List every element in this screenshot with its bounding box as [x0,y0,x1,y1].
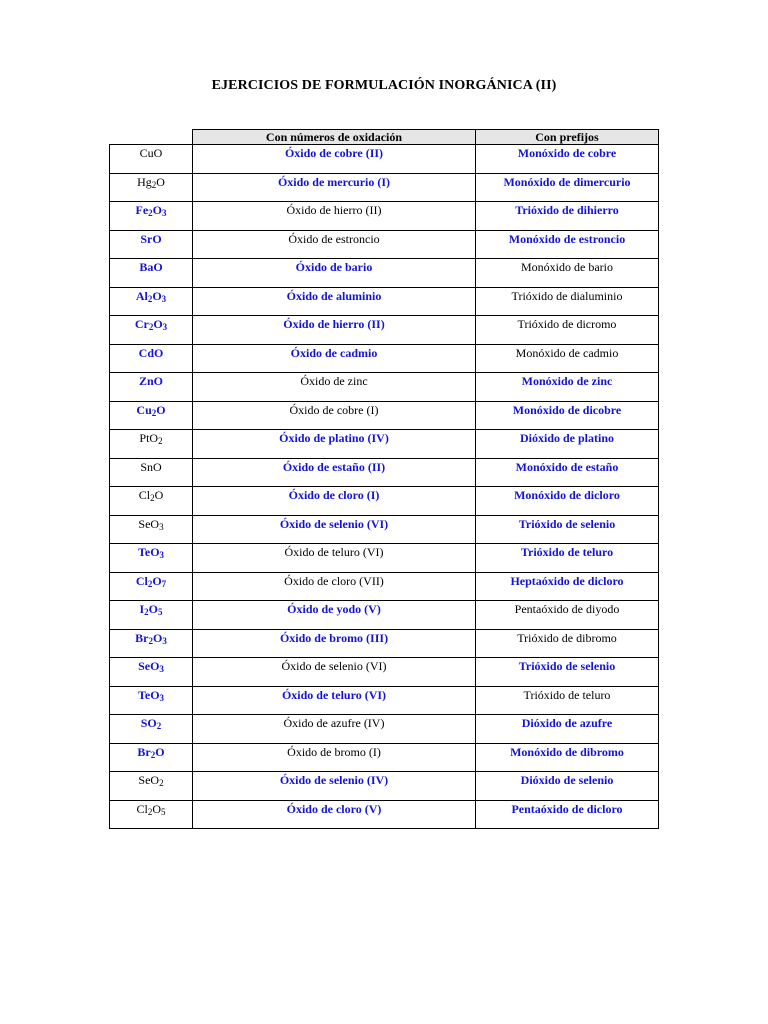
element-symbol: Cu [136,402,152,417]
header-blank-cell [110,130,193,145]
subscript: 2 [150,749,156,760]
subscript: 2 [150,493,155,503]
subscript: 2 [151,407,157,418]
prefix-name-cell: Trióxido de teluro [476,686,659,715]
element-symbol: Se [138,773,151,787]
element-symbol: O [153,260,163,274]
header-prefixes: Con prefijos [476,130,659,145]
subscript: 3 [159,550,165,560]
formula-cell [110,316,193,345]
oxidation-name-cell: Óxido de selenio (VI) [193,515,476,544]
oxidation-name-cell: Óxido de mercurio (I) [193,173,476,202]
formula-cell [110,515,193,544]
prefix-name-cell: Monóxido de dibromo [476,743,659,772]
table-row [110,173,659,202]
element-symbol: O [153,374,164,388]
prefix-name-cell: Trióxido de dialuminio [476,287,659,316]
element-symbol: Ba [139,260,154,274]
subscript: 3 [161,293,167,304]
subscript: 3 [162,635,167,646]
prefix-name-cell: Monóxido de dimercurio [476,173,659,202]
formula-cell [110,287,193,316]
prefix-name-cell: Trióxido de dihierro [476,202,659,231]
element-symbol: O [149,431,159,445]
element-symbol: Cl [136,801,148,816]
oxidation-name-cell: Óxido de hierro (II) [193,202,476,231]
element-symbol: O [150,773,160,787]
oxidation-name-cell: Óxido de bromo (III) [193,629,476,658]
subscript: 3 [159,692,165,703]
formula-cell [110,743,193,772]
oxidation-name-cell: Óxido de estaño (II) [193,458,476,487]
subscript: 3 [162,208,167,218]
prefix-name-cell: Dióxido de selenio [476,772,659,801]
oxidation-name-cell: Óxido de bromo (I) [193,743,476,772]
table-row [110,430,659,459]
element-symbol: Te [137,687,151,702]
element-symbol: O [147,716,157,730]
formula-cell [110,401,193,430]
subscript: 2 [159,778,164,788]
element-symbol: O [152,203,162,217]
formula-cell [110,686,193,715]
table-row [110,629,659,658]
formula-cell [110,772,193,801]
oxide-table [109,129,659,829]
table-row [110,344,659,373]
subscript: 2 [148,635,153,646]
element-symbol: O [156,402,166,417]
element-symbol: Cl [138,488,151,502]
oxidation-name-cell: Óxido de yodo (V) [193,601,476,630]
oxidation-name-cell: Óxido de hierro (II) [193,316,476,345]
element-symbol: O [154,345,164,360]
table-row [110,658,659,687]
page-title: EJERCICIOS DE FORMULACIÓN INORGÁNICA (II) [211,78,557,93]
subscript: 2 [144,607,149,617]
subscript: 2 [158,436,163,446]
element-symbol: Sr [140,231,153,246]
table-row [110,259,659,288]
element-symbol: O [152,231,162,246]
prefix-name-cell: Pentaóxido de diyodo [476,601,659,630]
subscript: 2 [156,721,162,731]
table-row [110,316,659,345]
subscript: 2 [147,578,153,589]
formula-cell [110,544,193,573]
prefix-name-cell: Trióxido de dibromo [476,629,659,658]
element-symbol: Cd [138,345,154,360]
table-row [110,715,659,744]
element-symbol: Cu [139,146,154,160]
table-row [110,772,659,801]
element-symbol: Hg [137,174,152,189]
table-row [110,743,659,772]
table-row [110,401,659,430]
formula-cell [110,173,193,202]
oxidation-name-cell: Óxido de selenio (IV) [193,772,476,801]
prefix-name-cell: Monóxido de bario [476,259,659,288]
element-symbol: O [153,630,163,645]
table-row [110,544,659,573]
oxidation-name-cell: Óxido de teluro (VI) [193,686,476,715]
oxidation-name-cell: Óxido de platino (IV) [193,430,476,459]
table-row [110,145,659,174]
formula-cell [110,800,193,829]
formula-cell [110,658,193,687]
element-symbol: O [150,516,160,531]
formula-cell [110,373,193,402]
subscript: 2 [147,806,153,817]
element-symbol: Sn [140,459,153,474]
element-symbol: O [152,288,162,303]
element-symbol: O [155,744,165,759]
prefix-name-cell: Pentaóxido de dicloro [476,800,659,829]
prefix-name-cell: Monóxido de cobre [476,145,659,174]
formula-cell [110,487,193,516]
subscript: 3 [159,664,164,674]
element-symbol: Fe [135,203,149,217]
formula-cell [110,572,193,601]
table-row [110,487,659,516]
table-row [110,515,659,544]
oxidation-name-cell: Óxido de estroncio [193,230,476,259]
element-symbol: Al [135,288,148,303]
element-symbol: O [156,174,165,189]
formula-cell [110,202,193,231]
element-symbol: O [153,459,162,474]
table-row [110,686,659,715]
element-symbol: I [139,602,145,616]
prefix-name-cell: Monóxido de estroncio [476,230,659,259]
element-symbol: O [152,801,161,816]
element-symbol: O [148,602,158,616]
table-row [110,572,659,601]
oxidation-name-cell: Óxido de cloro (I) [193,487,476,516]
formula-cell [110,458,193,487]
element-symbol: O [150,687,160,702]
subscript: 5 [158,607,163,617]
oxidation-name-cell: Óxido de selenio (VI) [193,658,476,687]
prefix-name-cell: Monóxido de zinc [476,373,659,402]
table-row [110,373,659,402]
table-row [110,202,659,231]
table-header-row [110,130,659,145]
element-symbol: Br [135,630,149,645]
subscript: 2 [148,322,154,332]
table-row [110,601,659,630]
subscript: 2 [147,293,153,304]
formula-cell [110,430,193,459]
prefix-name-cell: Monóxido de estaño [476,458,659,487]
element-symbol: Cr [134,317,149,331]
oxidation-name-cell: Óxido de cobre (II) [193,145,476,174]
formula-cell [110,344,193,373]
element-symbol: O [153,317,163,331]
subscript: 2 [148,208,153,218]
table-row [110,458,659,487]
oxidation-name-cell: Óxido de azufre (IV) [193,715,476,744]
oxidation-name-cell: Óxido de cadmio [193,344,476,373]
element-symbol: Cl [135,573,148,588]
prefix-name-cell: Trióxido de selenio [476,658,659,687]
formula-cell [110,230,193,259]
element-symbol: Zn [138,374,154,388]
element-symbol: S [140,716,148,730]
formula-cell [110,715,193,744]
formula-cell [110,629,193,658]
element-symbol: O [152,573,162,588]
prefix-name-cell: Monóxido de cadmio [476,344,659,373]
header-oxidation: Con números de oxidación [193,130,476,145]
element-symbol: O [150,659,160,673]
prefix-name-cell: Heptaóxido de dicloro [476,572,659,601]
element-symbol: Pt [139,431,150,445]
table-row [110,230,659,259]
formula-cell [110,145,193,174]
element-symbol: Br [137,744,151,759]
element-symbol: Se [138,516,151,531]
element-symbol: O [154,488,164,502]
subscript: 5 [161,806,166,817]
table-row [110,800,659,829]
oxidation-name-cell: Óxido de cloro (V) [193,800,476,829]
prefix-name-cell: Dióxido de azufre [476,715,659,744]
oxidation-name-cell: Óxido de cobre (I) [193,401,476,430]
subscript: 7 [161,578,167,589]
element-symbol: O [150,545,160,559]
formula-cell [110,259,193,288]
oxidation-name-cell: Óxido de aluminio [193,287,476,316]
formula-cell [110,601,193,630]
prefix-name-cell: Monóxido de dicloro [476,487,659,516]
prefix-name-cell: Trióxido de selenio [476,515,659,544]
table-body [110,145,659,829]
oxidation-name-cell: Óxido de teluro (VI) [193,544,476,573]
prefix-name-cell: Trióxido de teluro [476,544,659,573]
table-row [110,287,659,316]
element-symbol: Se [138,659,151,673]
subscript: 2 [151,179,157,190]
oxidation-name-cell: Óxido de bario [193,259,476,288]
subscript: 3 [162,322,168,332]
prefix-name-cell: Monóxido de dicobre [476,401,659,430]
subscript: 3 [159,521,164,532]
element-symbol: Te [137,545,151,559]
prefix-name-cell: Dióxido de platino [476,430,659,459]
oxidation-name-cell: Óxido de zinc [193,373,476,402]
oxidation-name-cell: Óxido de cloro (VII) [193,572,476,601]
element-symbol: O [153,146,163,160]
prefix-name-cell: Trióxido de dicromo [476,316,659,345]
